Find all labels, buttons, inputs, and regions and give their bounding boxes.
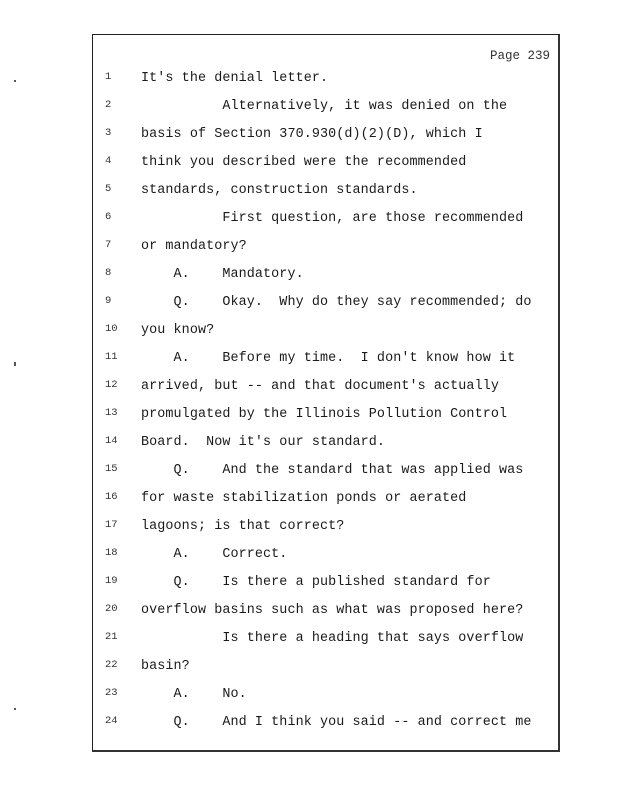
line-number: 7 [105, 239, 112, 251]
transcript-line [93, 687, 559, 707]
line-text: for waste stabilization ponds or aerated [141, 491, 467, 506]
line-text: you know? [141, 323, 215, 338]
transcript-line [93, 127, 559, 147]
line-text: Board. Now it's our standard. [141, 435, 386, 450]
line-number: 6 [105, 211, 112, 223]
line-text: basin? [141, 659, 190, 674]
transcript-line [93, 71, 559, 91]
line-number: 3 [105, 127, 112, 139]
line-number: 14 [105, 435, 118, 447]
transcript-line [93, 351, 559, 371]
transcript-line [93, 547, 559, 567]
line-number: 20 [105, 603, 118, 615]
line-text: Q. And the standard that was applied was [141, 463, 524, 478]
line-number: 19 [105, 575, 118, 587]
line-number: 4 [105, 155, 112, 167]
line-text: arrived, but -- and that document's actually [141, 379, 499, 394]
line-number: 9 [105, 295, 112, 307]
scan-speck [14, 708, 16, 710]
line-number: 13 [105, 407, 118, 419]
line-number: 5 [105, 183, 112, 195]
line-number: 16 [105, 491, 118, 503]
transcript-line [93, 603, 559, 623]
transcript-line [93, 575, 559, 595]
line-text: Q. And I think you said -- and correct me [141, 715, 532, 730]
scan-speck [14, 80, 16, 82]
line-text: A. Correct. [141, 547, 288, 562]
line-text: Is there a heading that says overflow [141, 631, 524, 646]
transcript-line [93, 267, 559, 287]
line-text: Q. Is there a published standard for [141, 575, 491, 590]
line-text: think you described were the recommended [141, 155, 467, 170]
line-number: 22 [105, 659, 118, 671]
line-number: 15 [105, 463, 118, 475]
transcript-line [93, 323, 559, 343]
line-number: 12 [105, 379, 118, 391]
line-text: standards, construction standards. [141, 183, 418, 198]
transcript-line [93, 155, 559, 175]
transcript-line [93, 239, 559, 259]
line-number: 11 [105, 351, 118, 363]
line-text: Q. Okay. Why do they say recommended; do [141, 295, 532, 310]
scan-speck [14, 362, 16, 366]
page-number: Page 239 [489, 49, 550, 63]
line-number: 8 [105, 267, 112, 279]
transcript-line [93, 183, 559, 203]
transcript-line [93, 407, 559, 427]
transcript-line [93, 379, 559, 399]
line-text: or mandatory? [141, 239, 247, 254]
line-number: 10 [105, 323, 118, 335]
line-text: It's the denial letter. [141, 71, 329, 86]
line-number: 21 [105, 631, 118, 643]
line-text: lagoons; is that correct? [141, 519, 345, 534]
transcript-line [93, 715, 559, 735]
transcript-page-frame [92, 34, 560, 752]
line-text: A. No. [141, 687, 247, 702]
line-number: 2 [105, 99, 112, 111]
line-text: promulgated by the Illinois Pollution Control [141, 407, 508, 422]
transcript-line [93, 463, 559, 483]
line-number: 23 [105, 687, 118, 699]
line-text: overflow basins such as what was proposed here? [141, 603, 524, 618]
line-text: A. Before my time. I don't know how it [141, 351, 516, 366]
transcript-line [93, 99, 559, 119]
transcript-line [93, 211, 559, 231]
line-number: 1 [105, 71, 112, 83]
line-text: First question, are those recommended [141, 211, 524, 226]
transcript-line [93, 295, 559, 315]
line-text: Alternatively, it was denied on the [141, 99, 508, 114]
transcript-line [93, 659, 559, 679]
transcript-line [93, 435, 559, 455]
transcript-line [93, 491, 559, 511]
line-number: 24 [105, 715, 118, 727]
transcript-line [93, 631, 559, 651]
line-number: 17 [105, 519, 118, 531]
line-number: 18 [105, 547, 118, 559]
line-text: basis of Section 370.930(d)(2)(D), which I [141, 127, 483, 142]
line-text: A. Mandatory. [141, 267, 304, 282]
transcript-line [93, 519, 559, 539]
